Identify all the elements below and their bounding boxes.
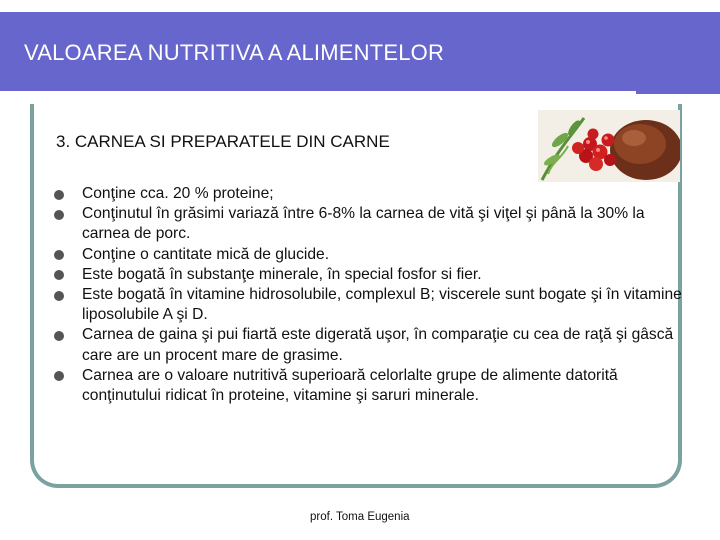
section-title: 3. CARNEA SI PREPARATELE DIN CARNE bbox=[56, 132, 390, 151]
bullet-text: Carnea are o valoare nutritivă superioară celorlalte grupe de alimente datorită conţinutului ridicat în proteine, vitamine şi saruri minerale. bbox=[82, 366, 618, 405]
footer-author: prof. Toma Eugenia bbox=[310, 511, 410, 523]
bullet-icon bbox=[54, 210, 64, 220]
bullet-icon bbox=[54, 331, 64, 341]
bullet-icon bbox=[54, 250, 64, 260]
bullet-text: Este bogată în substanţe minerale, în special fosfor si fier. bbox=[82, 265, 482, 283]
header-divider bbox=[0, 91, 636, 95]
list-item bbox=[52, 265, 692, 285]
meat-berries-image bbox=[538, 110, 680, 182]
bullet-icon bbox=[54, 190, 64, 200]
bullet-text: Conţine cca. 20 % proteine; bbox=[82, 185, 274, 202]
bullet-list bbox=[52, 184, 692, 406]
list-item bbox=[52, 245, 692, 265]
list-item bbox=[52, 204, 692, 244]
slide-title: VALOAREA NUTRITIVA A ALIMENTELOR bbox=[24, 40, 445, 65]
list-item bbox=[52, 325, 692, 365]
list-item bbox=[52, 184, 692, 204]
bullet-text: Conţine o cantitate mică de glucide. bbox=[82, 245, 330, 263]
list-item bbox=[52, 285, 692, 325]
bullet-icon bbox=[54, 291, 64, 301]
bullet-text: Conţinutul în grăsimi variază între 6-8% la carnea de vită şi viţel şi până la 30% la carnea de porc. bbox=[82, 205, 645, 243]
bullet-text: Carnea de gaina şi pui fiartă este digerată uşor, în comparaţie cu cea de raţă şi gâscă care are un procent mare de grasime. bbox=[82, 326, 674, 364]
bullet-text: Este bogată în vitamine hidrosolubile, complexul B; viscerele sunt bogate şi în vitamine liposolubile A şi D. bbox=[82, 286, 682, 324]
bullet-icon bbox=[54, 270, 64, 280]
bullet-icon bbox=[54, 371, 64, 381]
list-item bbox=[52, 366, 692, 406]
